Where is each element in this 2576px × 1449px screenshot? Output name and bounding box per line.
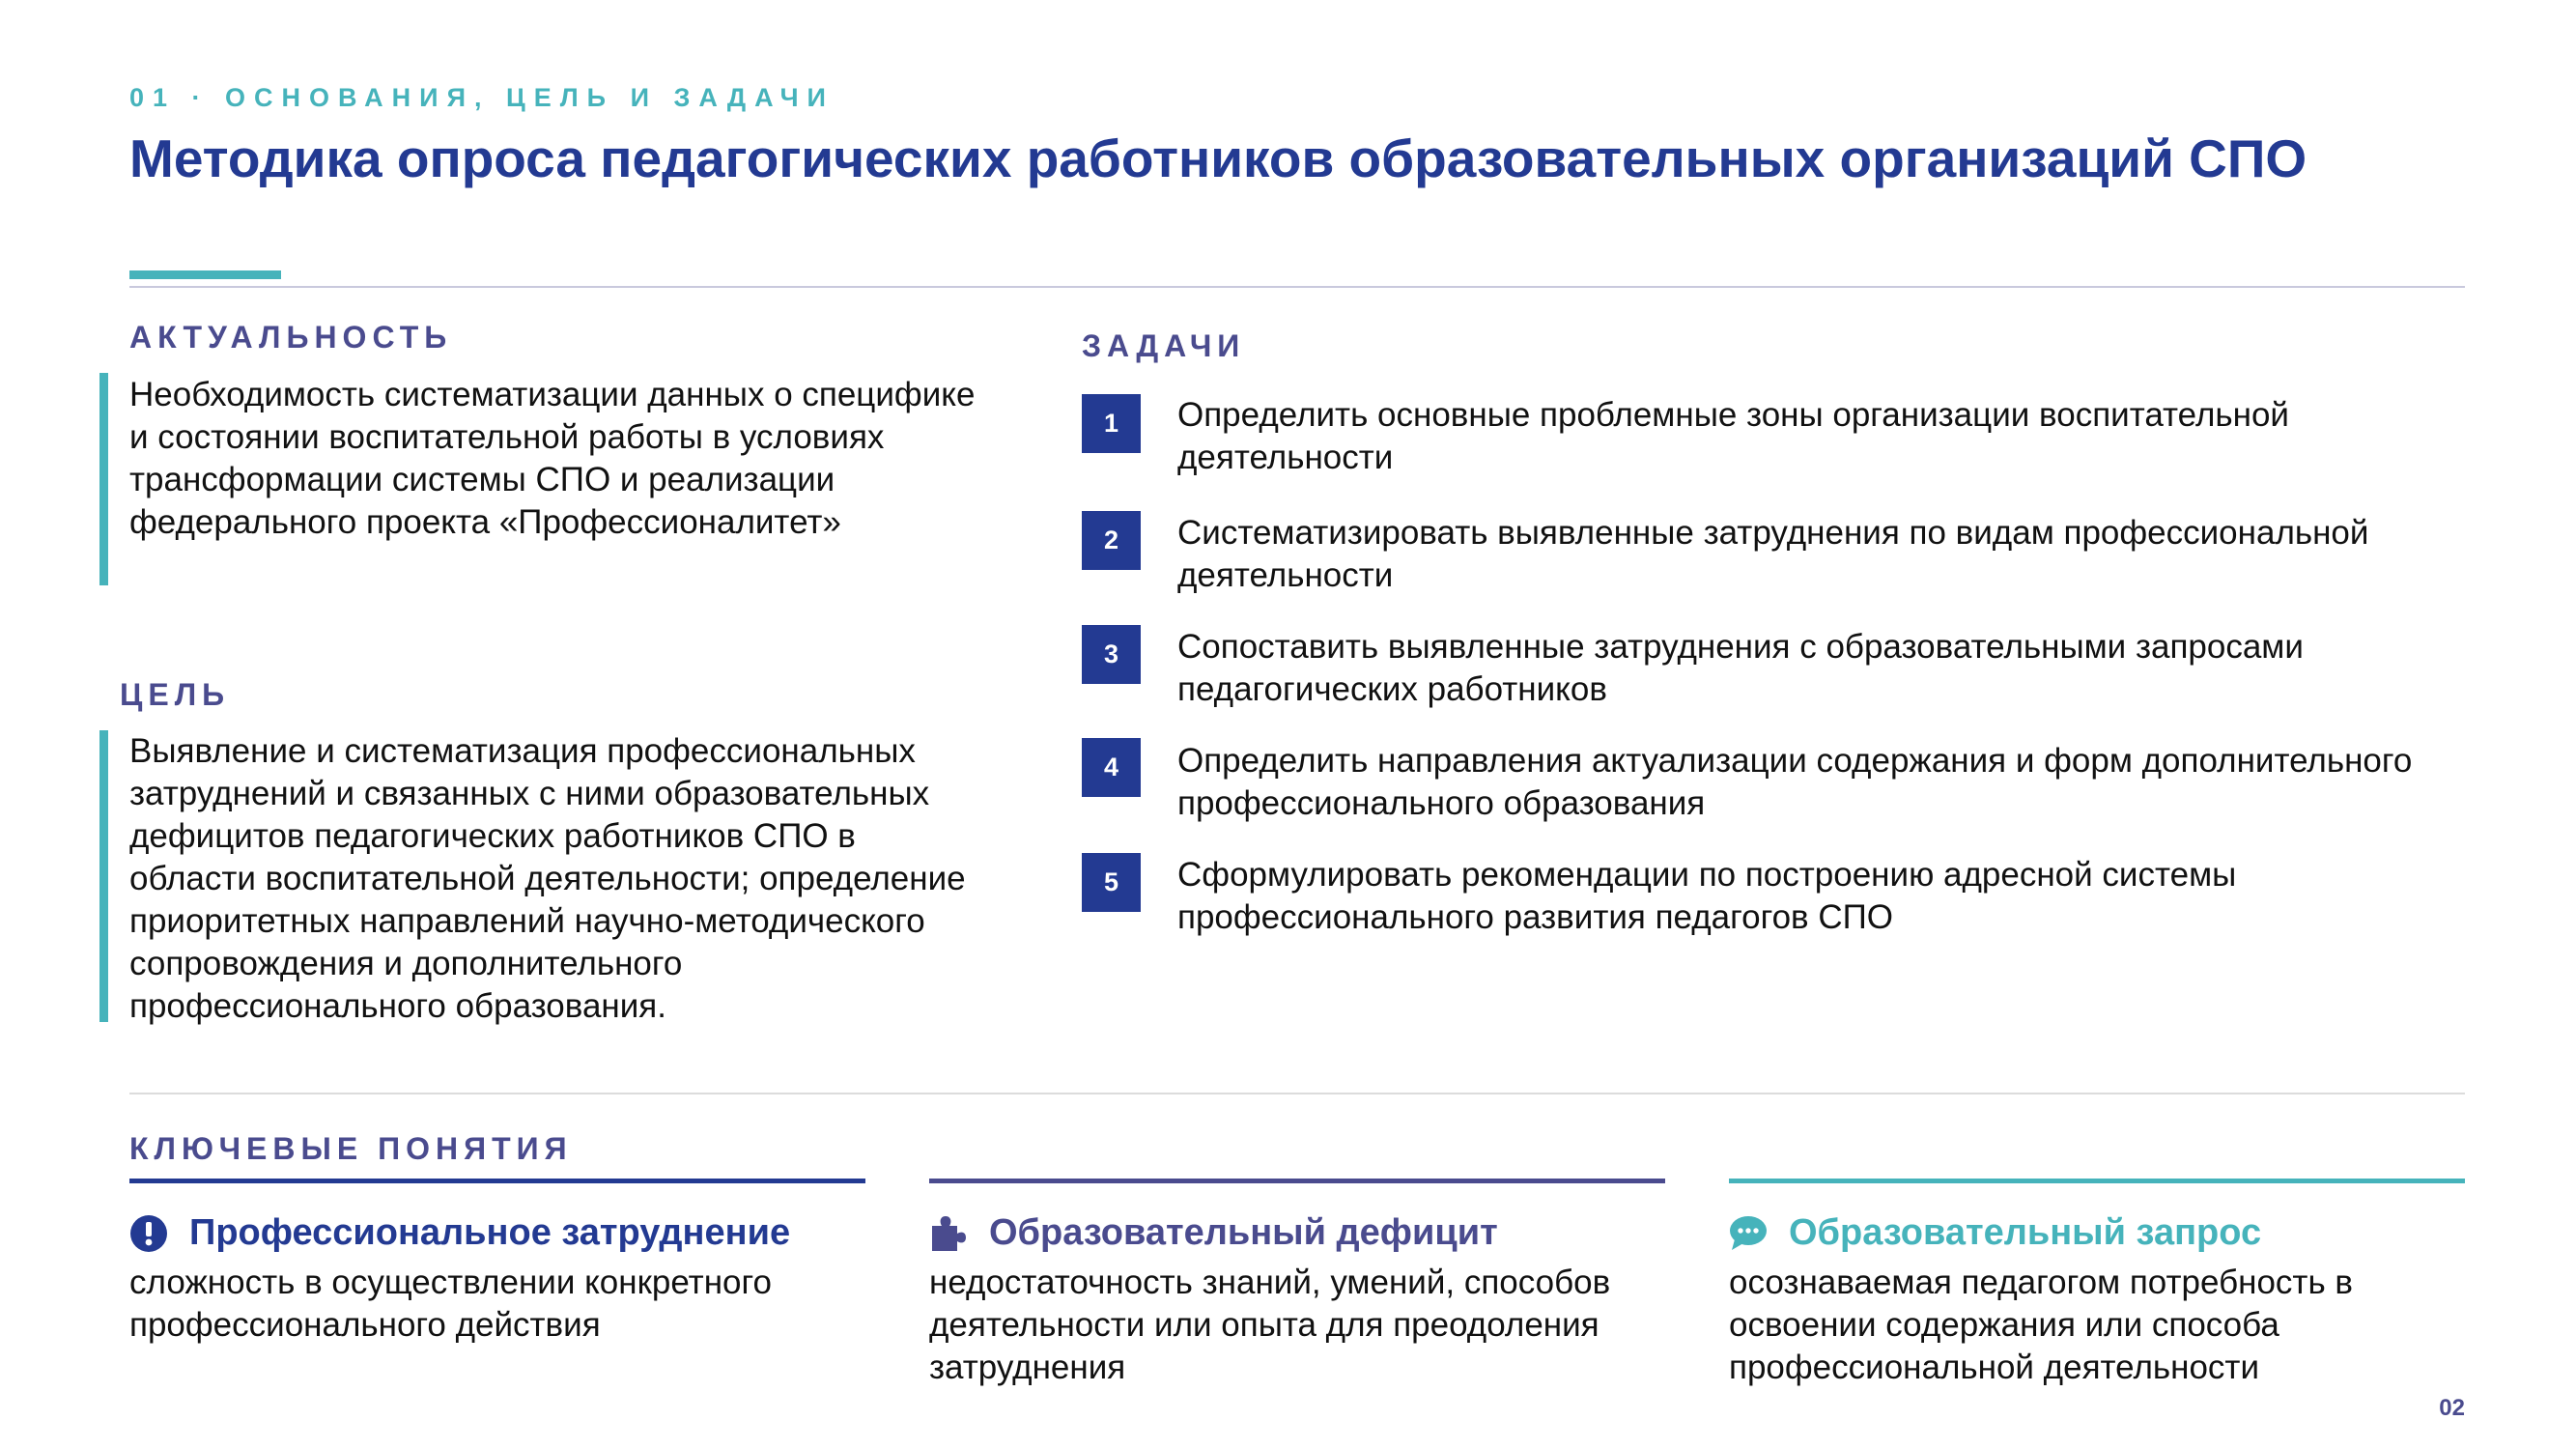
task-text: Определить направления актуализации содержания и форм дополнительного профессионального образования [1177,742,2413,822]
task-number-badge: 2 [1082,511,1141,570]
task-number-badge: 5 [1082,853,1141,912]
tasks-label: ЗАДАЧИ [1082,328,1246,363]
concept-card-rule [929,1179,1665,1183]
relevance-text: Необходимость систематизации данных о специфике и состоянии воспитательной работы в условиях трансформации системы СПО и реализации федерального проекта «Профессионалитет» [129,376,976,541]
goal-text: Выявление и систематизация профессиональных затруднений и связанных с ними образовательных дефицитов педагогических работников СПО в области воспитательной деятельности; определение приоритетных направлений научно-методического сопровождения и дополнительного профессионального образования. [129,732,966,1025]
header-divider [129,286,2465,288]
section-kicker: 01 · ОСНОВАНИЯ, ЦЕЛЬ И ЗАДАЧИ [129,83,835,112]
task-text: Определить основные проблемные зоны организации воспитательной деятельности [1177,396,2289,476]
task-item [1082,394,1141,453]
relevance-label: АКТУАЛЬНОСТЬ [129,320,453,355]
concept-title-text: Образовательный запрос [1789,1212,2262,1253]
relevance-accent-bar [99,373,108,585]
task-text: Сформулировать рекомендации по построению адресной системы профессионального развития педагогов СПО [1177,856,2237,936]
chat-bubble-icon [1729,1214,1768,1253]
concepts-label: КЛЮЧЕВЫЕ ПОНЯТИЯ [129,1131,573,1166]
concept-card-title [1729,1212,2261,1254]
task-item [1082,625,1141,684]
task-number-badge: 1 [1082,394,1141,453]
task-item [1082,511,1141,570]
section-divider [129,1093,2465,1094]
concept-title-text: Образовательный дефицит [989,1212,1498,1253]
task-text: Систематизировать выявленные затруднения по видам профессиональной деятельности [1177,514,2369,594]
task-number-badge: 4 [1082,738,1141,797]
concept-definition: осознаваемая педагогом потребность в освоении содержания или способа профессиональной деятельности [1729,1264,2353,1386]
exclamation-circle-icon [129,1214,168,1253]
task-number-badge: 3 [1082,625,1141,684]
concept-title-text: Профессиональное затруднение [189,1212,791,1253]
concept-definition: недостаточность знаний, умений, способов деятельности или опыта для преодоления затруднения [929,1264,1611,1386]
page-title: Методика опроса педагогических работников образовательных организаций СПО [129,128,2307,188]
concept-card-rule [129,1179,865,1183]
page-number: 02 [2439,1395,2465,1421]
task-item [1082,738,1141,797]
concept-card-title [929,1212,1498,1254]
task-item [1082,853,1141,912]
goal-label: ЦЕЛЬ [120,677,231,712]
concept-card-rule [1729,1179,2465,1183]
puzzle-piece-icon [929,1214,968,1253]
task-text: Сопоставить выявленные затруднения с образовательными запросами педагогических работников [1177,628,2304,708]
title-accent-bar [129,270,281,279]
concept-card-title [129,1212,790,1254]
concept-definition: сложность в осуществлении конкретного профессионального действия [129,1264,772,1344]
goal-accent-bar [99,730,108,1022]
